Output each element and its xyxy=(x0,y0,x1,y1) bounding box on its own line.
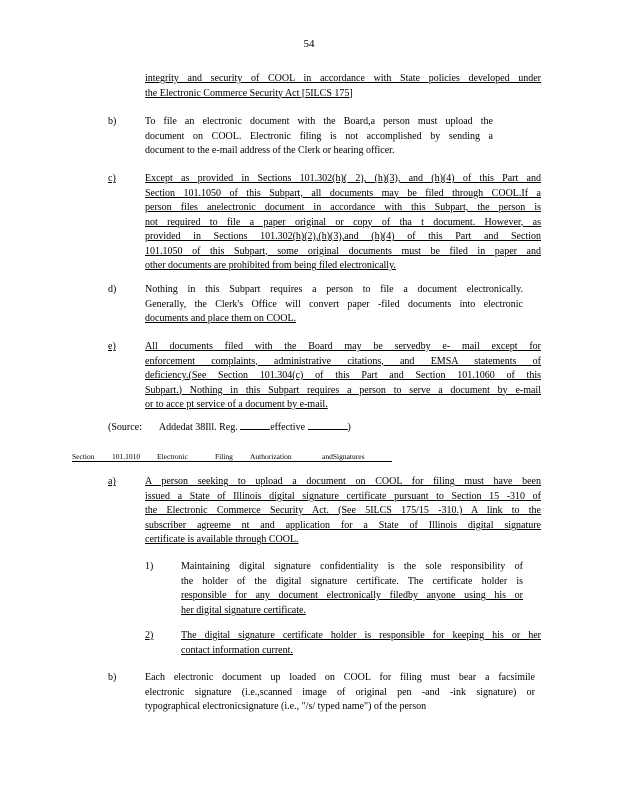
section-title-word: Filing xyxy=(215,452,233,461)
paragraph-d xyxy=(145,283,523,327)
item-label-b: b) xyxy=(108,116,117,127)
text-line: Section 101.1050 of this Subpart, all documents may be filed through COOL.If a xyxy=(145,187,541,199)
subitem-label-1: 1) xyxy=(145,561,154,572)
page-number: 54 xyxy=(303,38,315,50)
text-line: documents and place them on COOL. xyxy=(145,313,297,324)
text-line: issued a State of Illinois digital signature certificate pursuant to Section 15 -310 of xyxy=(145,490,541,502)
text-line: Nothing in this Subpart requires a person to file a document electronically. xyxy=(145,284,523,295)
section-number: 101.1010 xyxy=(112,452,141,461)
text-line: Generally, the Clerk's Office will convert paper -filed documents into electronic xyxy=(145,298,523,310)
text-line: provided in Sections 101.302(h)(2),(h)(3),and (h)(4) of this Part and Section xyxy=(145,231,541,242)
section-word: Section xyxy=(72,452,95,461)
text-line: Each electronic document up loaded on COOL for filing must bear a facsimile xyxy=(145,672,535,683)
text-line: person files anelectronic document in accordance with this Subpart, the person is xyxy=(145,202,541,213)
text-line: responsible for any document electronically filedby anyone using his or xyxy=(181,590,523,601)
source-note xyxy=(108,421,351,436)
text-line: or to acce pt service of a document by e-mail. xyxy=(145,399,328,410)
text-line: not required to file a paper original or copy of tha t document. However, as xyxy=(145,216,541,228)
text-line: Subpart.) Nothing in this Subpart requires a person to serve a document by e-mail xyxy=(145,384,541,396)
paragraph-b xyxy=(145,115,493,159)
section-underline xyxy=(72,461,392,462)
paragraph-a xyxy=(145,475,541,548)
text-line: The digital signature certificate holder is responsible for keeping his or her xyxy=(181,630,541,641)
section-title-word: Electronic xyxy=(157,452,188,461)
text-line: deficiency.(See Section 101.304(c) of this Part and Section 101.1060 of this xyxy=(145,370,541,381)
source-prefix: (Source: xyxy=(108,422,142,433)
text-line: the Electronic Commerce Security Act. (See 5ILCS 175/15 -310.) A link to the xyxy=(145,505,541,516)
text-line: the holder of the digital signature certificate. The certificate holder is xyxy=(181,575,523,587)
subparagraph-1 xyxy=(181,560,523,618)
paragraph-c xyxy=(145,172,541,274)
item-label-b2: b) xyxy=(108,672,117,683)
text-line: A person seeking to upload a document on COOL for filing must have been xyxy=(145,476,541,487)
item-label-e: e) xyxy=(108,341,116,352)
text-line: enforcement complaints, administrative citations, and EMSA statements of xyxy=(145,355,541,367)
text-line: 101.1050 of this Subpart, some original documents must be filed in paper and xyxy=(145,245,541,257)
blank-line xyxy=(240,429,270,430)
text-line: document on COOL. Electronic filing is not accomplished by sending a xyxy=(145,130,493,142)
subparagraph-2 xyxy=(181,629,541,658)
text-line: other documents are prohibited from being filed electronically. xyxy=(145,260,396,271)
source-effective: effective xyxy=(270,422,306,433)
text-line: electronic signature (i.e.,scanned image of original pen -and -ink signature) or xyxy=(145,686,535,698)
text-line: To file an electronic document with the Board,a person must upload the xyxy=(145,116,493,127)
text-line: Maintaining digital signature confidentiality is the sole responsibility of xyxy=(181,561,523,572)
text-line: integrity and security of COOL in accordance with State policies developed under xyxy=(145,73,541,84)
paragraph-e xyxy=(145,340,541,413)
text-line: document to the e-mail address of the Clerk or hearing officer. xyxy=(145,145,395,156)
intro-paragraph xyxy=(145,72,541,101)
section-title-word: Authorization xyxy=(250,452,292,461)
item-label-a: a) xyxy=(108,476,116,487)
item-label-d: d) xyxy=(108,284,117,295)
text-line: Except as provided in Sections 101.302(h)( 2), (h)(3), and (h)(4) of this Part and xyxy=(145,173,541,184)
text-line: certificate is available through COOL. xyxy=(145,534,299,545)
blank-line xyxy=(308,429,348,430)
text-line: the Electronic Commerce Security Act [5ILCS 175] xyxy=(145,87,353,99)
text-line: All documents filed with the Board may be servedby e- mail except for xyxy=(145,341,541,352)
text-line: typographical electronicsignature (i.e., "/s/ typed name") of the person xyxy=(145,701,427,712)
source-close: ) xyxy=(347,422,351,433)
section-title-word: andSignatures xyxy=(322,452,365,461)
text-line: her digital signature certificate. xyxy=(181,604,306,616)
subitem-label-2: 2) xyxy=(145,630,154,641)
source-added: Addedat 38Ill. Reg. xyxy=(158,422,238,433)
text-line: contact information current. xyxy=(181,644,293,656)
item-label-c: c) xyxy=(108,173,116,184)
text-line: subscriber agreeme nt and application for a State of Illinois digital signature xyxy=(145,519,541,531)
paragraph-b2 xyxy=(145,671,535,715)
